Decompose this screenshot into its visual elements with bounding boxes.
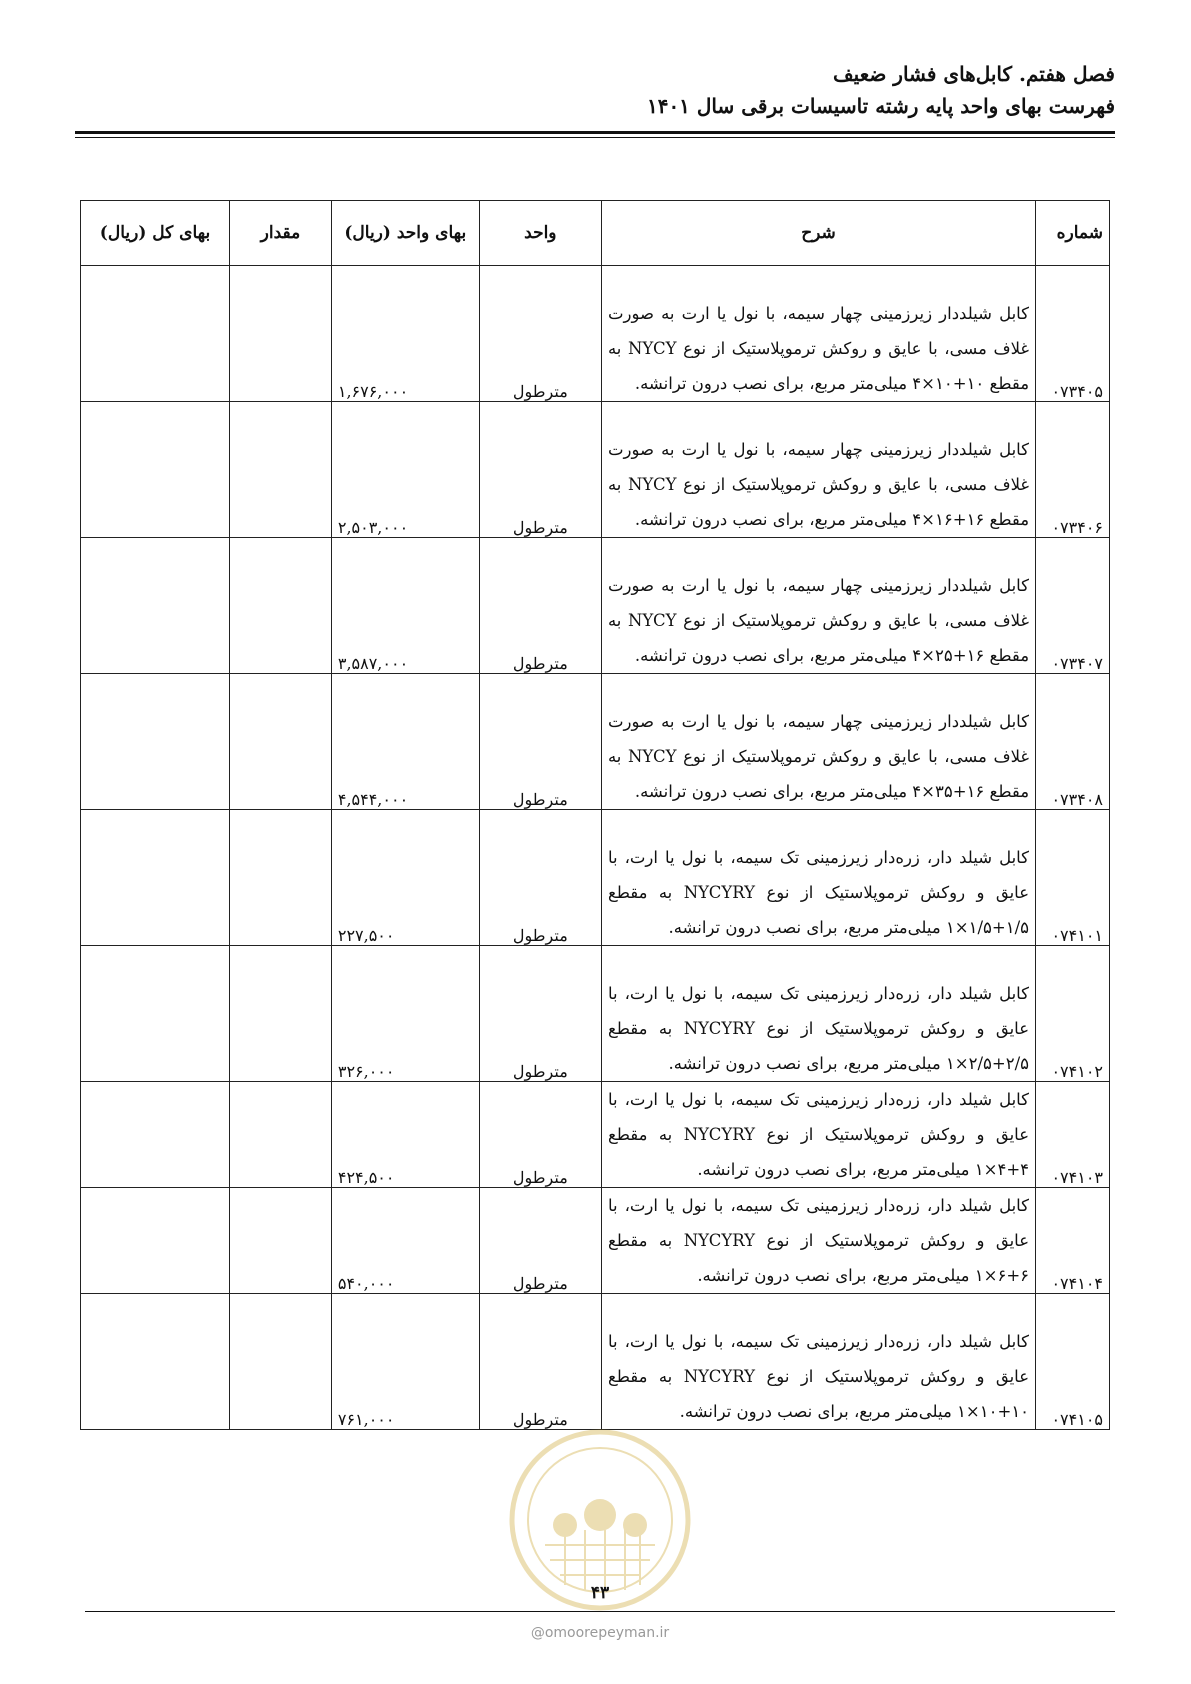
item-number: ۰۷۳۴۰۷ (1036, 538, 1110, 674)
table-row (81, 1082, 1110, 1188)
item-number: ۰۷۴۱۰۲ (1036, 946, 1110, 1082)
price-list-title: فهرست بهای واحد پایه رشته تاسیسات برقی سال ۱۴۰۱ (646, 94, 1115, 118)
item-quantity (230, 810, 332, 946)
item-unit-price: ۵۴۰,۰۰۰ (331, 1188, 479, 1294)
table-header-row (81, 201, 1110, 266)
item-total-price (81, 1188, 230, 1294)
item-description: کابل شیلددار زیرزمینی چهار سیمه، با نول یا ارت به صورت غلاف مسی، با عایق و روکش ترموپلاستیک از نوع NYCY به مقطع ۱۶+۲۵×۴ میلی‌متر مربع، برای نصب درون ترانشه. (601, 538, 1035, 674)
item-description: کابل شیلد دار، زره‌دار زیرزمینی تک سیمه، با نول یا ارت، با عایق و روکش ترموپلاستیک از نوع NYCYRY به مقطع ۲/۵+۲/۵×۱ میلی‌متر مربع، برای نصب درون ترانشه. (601, 946, 1035, 1082)
item-total-price (81, 946, 230, 1082)
item-number: ۰۷۴۱۰۴ (1036, 1188, 1110, 1294)
item-total-price (81, 402, 230, 538)
item-description: کابل شیلد دار، زره‌دار زیرزمینی تک سیمه، با نول یا ارت، با عایق و روکش ترموپلاستیک از نوع NYCYRY به مقطع ۱۰+۱۰×۱ میلی‌متر مربع، برای نصب درون ترانشه. (601, 1294, 1035, 1430)
item-unit: مترطول (479, 946, 601, 1082)
item-quantity (230, 538, 332, 674)
item-unit: مترطول (479, 1082, 601, 1188)
item-description: کابل شیلددار زیرزمینی چهار سیمه، با نول یا ارت به صورت غلاف مسی، با عایق و روکش ترموپلاستیک از نوع NYCY به مقطع ۱۶+۱۶×۴ میلی‌متر مربع، برای نصب درون ترانشه. (601, 402, 1035, 538)
item-unit-price: ۲,۵۰۳,۰۰۰ (331, 402, 479, 538)
item-unit: مترطول (479, 538, 601, 674)
header-unit: واحد (479, 201, 601, 266)
header-rule-thick (75, 131, 1115, 134)
table-row (81, 538, 1110, 674)
item-unit-price: ۳۲۶,۰۰۰ (331, 946, 479, 1082)
item-description: کابل شیلد دار، زره‌دار زیرزمینی تک سیمه، با نول یا ارت، با عایق و روکش ترموپلاستیک از نوع NYCYRY به مقطع ۶+۶×۱ میلی‌متر مربع، برای نصب درون ترانشه. (601, 1188, 1035, 1294)
item-unit-price: ۴,۵۴۴,۰۰۰ (331, 674, 479, 810)
item-unit: مترطول (479, 674, 601, 810)
item-unit-price: ۱,۶۷۶,۰۰۰ (331, 266, 479, 402)
item-unit: مترطول (479, 1188, 601, 1294)
item-unit: مترطول (479, 1294, 601, 1430)
header-total-price: بهای کل (ریال) (81, 201, 230, 266)
page-header (75, 58, 1115, 122)
item-total-price (81, 674, 230, 810)
item-total-price (81, 538, 230, 674)
item-total-price (81, 1082, 230, 1188)
item-quantity (230, 674, 332, 810)
item-unit-price: ۷۶۱,۰۰۰ (331, 1294, 479, 1430)
item-quantity (230, 1188, 332, 1294)
item-description: کابل شیلددار زیرزمینی چهار سیمه، با نول یا ارت به صورت غلاف مسی، با عایق و روکش ترموپلاستیک از نوع NYCY به مقطع ۱۰+۱۰×۴ میلی‌متر مربع، برای نصب درون ترانشه. (601, 266, 1035, 402)
table-row (81, 266, 1110, 402)
item-quantity (230, 1082, 332, 1188)
header-rule-thin (75, 137, 1115, 138)
table-row (81, 674, 1110, 810)
item-description: کابل شیلددار زیرزمینی چهار سیمه، با نول یا ارت به صورت غلاف مسی، با عایق و روکش ترموپلاستیک از نوع NYCY به مقطع ۱۶+۳۵×۴ میلی‌متر مربع، برای نصب درون ترانشه. (601, 674, 1035, 810)
item-quantity (230, 946, 332, 1082)
item-number: ۰۷۴۱۰۱ (1036, 810, 1110, 946)
item-total-price (81, 266, 230, 402)
price-table (80, 200, 1110, 1430)
item-unit-price: ۴۲۴,۵۰۰ (331, 1082, 479, 1188)
item-unit: مترطول (479, 266, 601, 402)
item-description: کابل شیلد دار، زره‌دار زیرزمینی تک سیمه، با نول یا ارت، با عایق و روکش ترموپلاستیک از نوع NYCYRY به مقطع ۴+۴×۱ میلی‌متر مربع، برای نصب درون ترانشه. (601, 1082, 1035, 1188)
watermark-url: @omoorepeyman.ir (530, 1625, 670, 1641)
item-unit-price: ۲۲۷,۵۰۰ (331, 810, 479, 946)
table-row (81, 402, 1110, 538)
table-row (81, 1294, 1110, 1430)
item-unit: مترطول (479, 810, 601, 946)
item-unit: مترطول (479, 402, 601, 538)
item-quantity (230, 402, 332, 538)
page-number: ۴۳ (590, 1583, 610, 1603)
item-number: ۰۷۳۴۰۶ (1036, 402, 1110, 538)
item-number: ۰۷۴۱۰۳ (1036, 1082, 1110, 1188)
header-description: شرح (601, 201, 1035, 266)
item-total-price (81, 1294, 230, 1430)
item-quantity (230, 266, 332, 402)
item-number: ۰۷۴۱۰۵ (1036, 1294, 1110, 1430)
table-row (81, 810, 1110, 946)
item-quantity (230, 1294, 332, 1430)
header-quantity: مقدار (230, 201, 332, 266)
item-number: ۰۷۳۴۰۸ (1036, 674, 1110, 810)
table-row (81, 946, 1110, 1082)
footer-rule (85, 1611, 1115, 1612)
item-unit-price: ۳,۵۸۷,۰۰۰ (331, 538, 479, 674)
item-number: ۰۷۳۴۰۵ (1036, 266, 1110, 402)
chapter-title: فصل هفتم. کابل‌های فشار ضعیف (832, 62, 1115, 86)
item-total-price (81, 810, 230, 946)
table-row (81, 1188, 1110, 1294)
header-unit-price: بهای واحد (ریال) (331, 201, 479, 266)
header-number: شماره (1036, 201, 1110, 266)
item-description: کابل شیلد دار، زره‌دار زیرزمینی تک سیمه، با نول یا ارت، با عایق و روکش ترموپلاستیک از نوع NYCYRY به مقطع ۱/۵+۱/۵×۱ میلی‌متر مربع، برای نصب درون ترانشه. (601, 810, 1035, 946)
